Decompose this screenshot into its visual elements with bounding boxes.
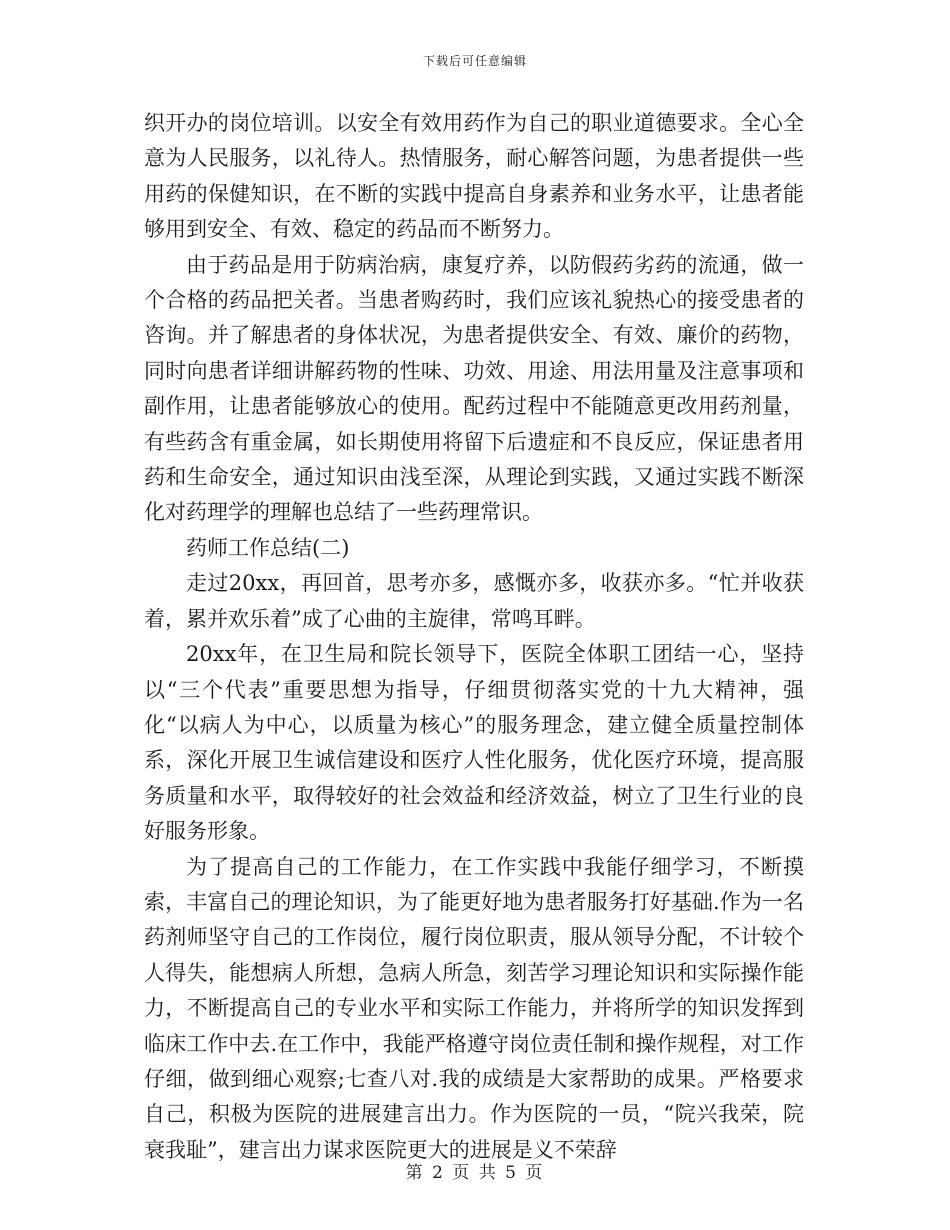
paragraph-hospital-summary: 20xx年，在卫生局和院长领导下，医院全体职工团结一心，坚持以“三个代表”重要思想为指导，仔细贯彻落实党的十九大精神，强化“以病人为中心，以质量为核心”的服务理念，建立健全质量控制体系，深化开展卫生诚信建设和医疗人性化服务，优化医疗环境，提高服务质量和水平，取得较好的社会效益和经济效益，树立了卫生行业的良好服务形象。 xyxy=(144,642,804,844)
paragraph-work-ability: 为了提高自己的工作能力，在工作实践中我能仔细学习，不断摸索，丰富自己的理论知识，为了能更好地为患者服务打好基础.作为一名药剂师坚守自己的工作岗位，履行岗位职责，服从领导分配，不计较个人得失，能想病人所想，急病人所急，刻苦学习理论知识和实际操作能力，不断提高自己的专业水平和实际工作能力，并将所学的知识发挥到临床工作中去.在工作中，我能严格遵守岗位责任制和操作规程，对工作仔细，做到细心观察;七查八对.我的成绩是大家帮助的成果。严格要求自己，积极为医院的进展建言出力。作为医院的一员，“院兴我荣，院衰我耻”，建言出力谋求医院更大的进展是义不荣辞 xyxy=(144,854,804,1162)
document-body xyxy=(144,106,804,1168)
paragraph-reflection: 走过20xx，再回首，思考亦多，感慨亦多，收获亦多。“忙并收获着，累并欢乐着”成了心曲的主旋律，常鸣耳畔。 xyxy=(144,571,804,631)
paragraph-drug-quality: 由于药品是用于防病治病，康复疗养，以防假药劣药的流通，做一个合格的药品把关者。当患者购药时，我们应该礼貌热心的接受患者的咨询。并了解患者的身体状况，为患者提供安全、有效、廉价的药物，同时向患者详细讲解药物的性味、功效、用途、用法用量及注意事项和副作用，让患者能够放心的使用。配药过程中不能随意更改用药剂量，有些药含有重金属，如长期使用将留下后遗症和不良反应，保证患者用药和生命安全，通过知识由浅至深，从理论到实践，又通过实践不断深化对药理学的理解也总结了一些药理常识。 xyxy=(144,252,804,525)
page-header: 下载后可任意编辑 xyxy=(422,54,527,68)
page-number: 第 2 页 共 5 页 xyxy=(405,1163,545,1183)
section-heading: 药师工作总结(二) xyxy=(186,535,350,560)
paragraph-continuation: 织开办的岗位培训。以安全有效用药作为自己的职业道德要求。全心全意为人民服务，以礼待人。热情服务，耐心解答问题，为患者提供一些用药的保健知识，在不断的实践中提高自身素养和业务水平，让患者能够用到安全、有效、稳定的药品而不断努力。 xyxy=(144,111,804,242)
